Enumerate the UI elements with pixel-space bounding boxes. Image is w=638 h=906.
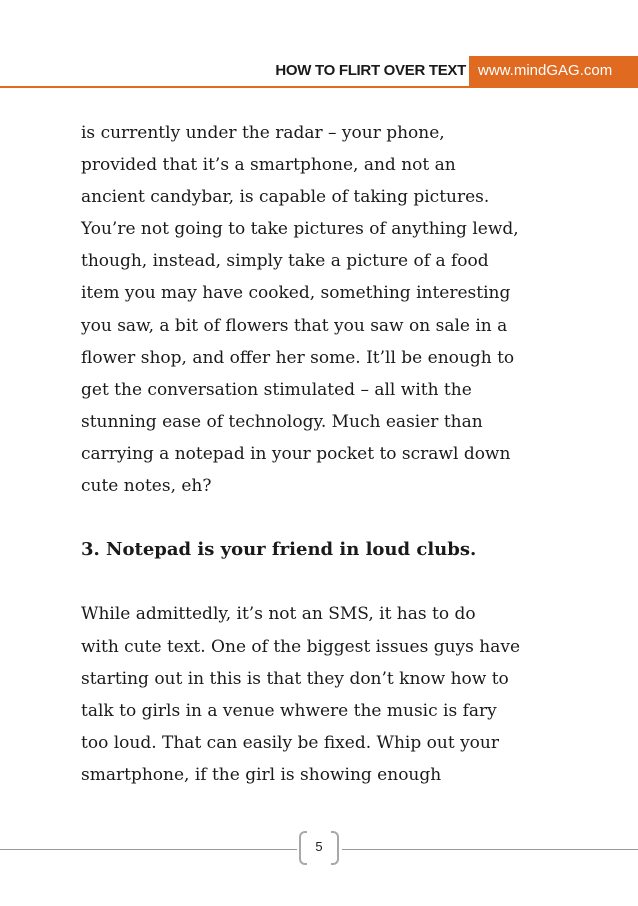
text-line: get the conversation stimulated – all with the bbox=[81, 379, 472, 400]
text-line: talk to girls in a venue whwere the music is fary bbox=[81, 700, 497, 721]
text-line: You’re not going to take pictures of anything lewd, bbox=[81, 219, 519, 240]
text-line: smartphone, if the girl is showing enough bbox=[81, 764, 442, 785]
text-line: flower shop, and offer her some. It’ll be enough to bbox=[81, 347, 515, 368]
document-title: HOW TO FLIRT OVER TEXT bbox=[275, 62, 466, 79]
page-number-bracket-left bbox=[299, 831, 307, 865]
section-heading: 3. Notepad is your friend in loud clubs. bbox=[81, 539, 477, 561]
text-line: cute notes, eh? bbox=[81, 476, 212, 497]
paragraph-1 bbox=[81, 117, 581, 502]
paragraph-spacer bbox=[81, 566, 581, 598]
paragraph-spacer bbox=[81, 502, 581, 534]
text-line: While admittedly, it’s not an SMS, it has to do bbox=[81, 604, 476, 625]
text-line: provided that it’s a smartphone, and not an bbox=[81, 155, 456, 176]
page-number-bracket-right bbox=[331, 831, 339, 865]
text-line: too loud. That can easily be fixed. Whip out your bbox=[81, 732, 499, 753]
text-line: item you may have cooked, something interesting bbox=[81, 283, 511, 304]
page-number: 5 bbox=[315, 839, 323, 854]
site-url-badge: www.mindGAG.com bbox=[469, 56, 638, 86]
footer-divider-left bbox=[0, 849, 297, 850]
text-line: you saw, a bit of flowers that you saw on sale in a bbox=[81, 315, 508, 336]
page-header bbox=[0, 56, 638, 86]
text-line: stunning ease of technology. Much easier than bbox=[81, 411, 483, 432]
footer-divider-right bbox=[342, 849, 638, 850]
header-divider bbox=[0, 86, 638, 88]
text-line: ancient candybar, is capable of taking pictures. bbox=[81, 187, 490, 208]
text-line: with cute text. One of the biggest issues guys have bbox=[81, 636, 521, 657]
text-line: starting out in this is that they don’t know how to bbox=[81, 668, 509, 689]
text-line: though, instead, simply take a picture of a food bbox=[81, 251, 489, 272]
text-line: carrying a notepad in your pocket to scrawl down bbox=[81, 443, 511, 464]
page-body bbox=[81, 117, 581, 791]
text-line: is currently under the radar – your phone, bbox=[81, 123, 445, 143]
paragraph-2 bbox=[81, 598, 581, 791]
